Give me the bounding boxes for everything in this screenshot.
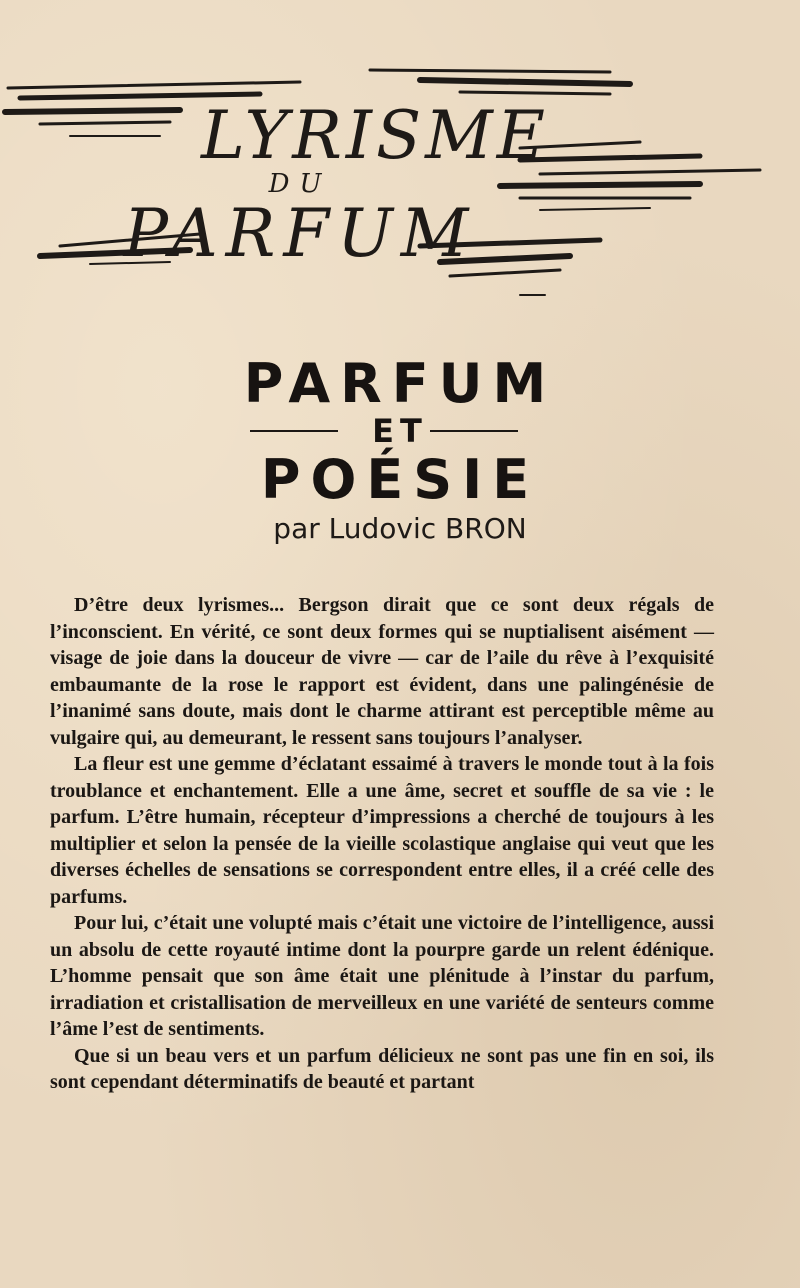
header-line-3: PARFUM [123, 195, 477, 272]
article-title-line-2 [0, 412, 800, 448]
header-line-1: LYRISME [201, 97, 549, 174]
title-rule-right [430, 430, 518, 432]
article-body [50, 592, 714, 1096]
paragraph: Que si un beau vers et un parfum délicieux ne sont pas une fin en soi, ils sont cependant déterminatifs de beauté et partant [50, 1044, 714, 1093]
article-title-line-3: POÉSIE [260, 448, 540, 511]
header-line-2: DU [268, 169, 332, 199]
article-title-conjunction: ET [372, 412, 428, 450]
paragraph: D’être deux lyrismes... Bergson dirait que ce sont deux régals de l’inconscient. En vérité, ce sont deux formes qui se nuptialisent aisément — visage de joie dans la douceur de vivre — car de l’aile du rêve à l’exquisité embaumante de la rose le rapport est évident, dans une palingénésie de l’inanimé sans doute, mais dont le charme attirant est perceptible même au vulgaire qui, au demeurant, le ressent sans toujours l’analyser. [50, 594, 714, 749]
title-rule-left [250, 430, 338, 432]
paragraph: Pour lui, c’était une volupté mais c’était une victoire de l’intelligence, aussi un absolu de cette royauté intime dont la pourpre garde un relent édénique. L’homme pensait que son âme était une plénitude à l’instar du parfum, irradiation et cristallisation de merveilleux en une variété de senteurs comme l’âme l’est de sentiments. [50, 912, 714, 1040]
article-title-line-1: PARFUM [243, 352, 557, 415]
paragraph: La fleur est une gemme d’éclatant essaimé à travers le monde tout à la fois troublance et enchantement. Elle a une âme, secret et souffle de sa vie : le parfum. L’être humain, récepteur d’impressions a cherché de toujours à les multiplier et selon la pensée de la vieille scolastique anglaise qui veut que les diverses échelles de sensations se correspondent entre elles, il a créé celle des parfums. [50, 753, 714, 908]
byline: par Ludovic BRON [273, 512, 527, 545]
header-lettering-art [0, 50, 800, 310]
